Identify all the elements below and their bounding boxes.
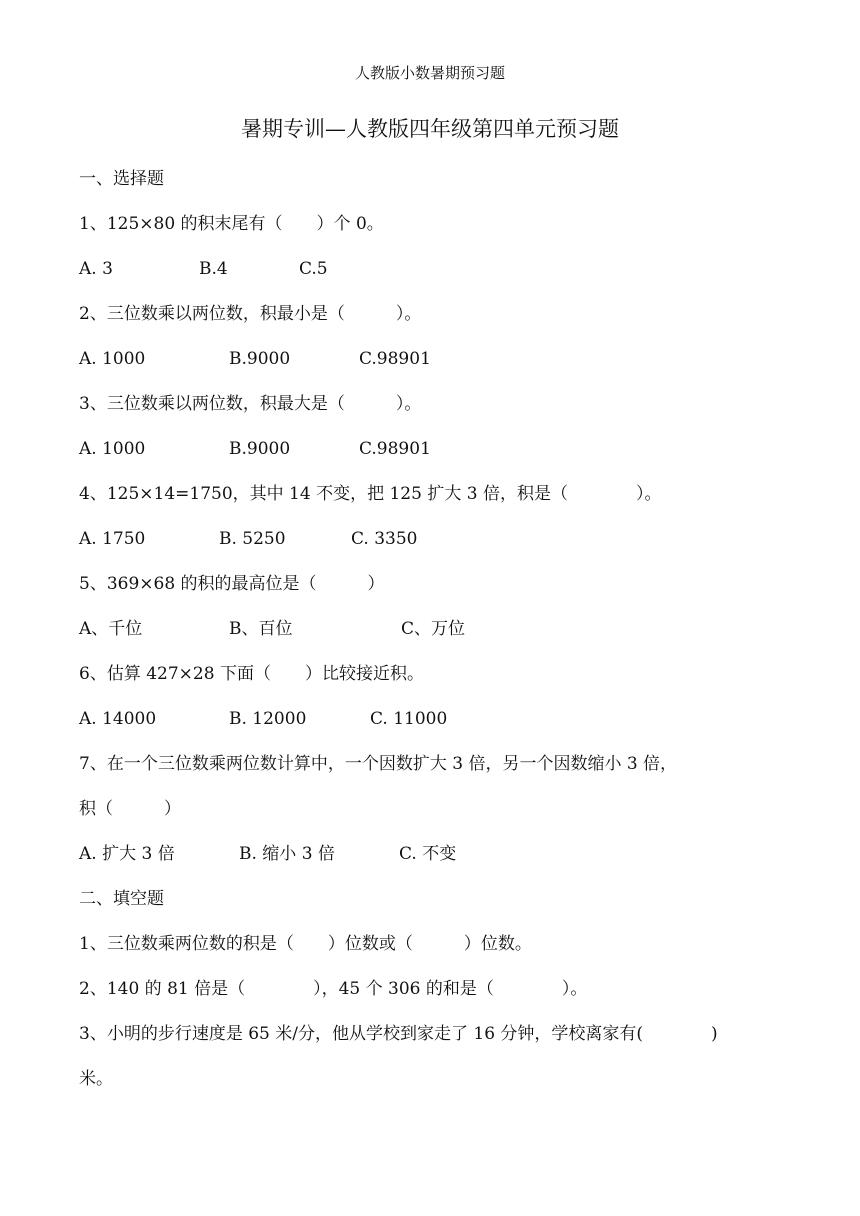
question-7-line-1: 7、在一个三位数乘两位数计算中，一个因数扩大 3 倍，另一个因数缩小 3 倍， [79, 754, 678, 774]
option-b: B.4 [199, 259, 228, 279]
page-title: 暑期专训—人教版四年级第四单元预习题 [241, 117, 619, 141]
option-a: A. 14000 [79, 709, 157, 729]
question-2: 2、三位数乘以两位数，积最小是（ ）。 [79, 304, 422, 324]
option-c: C. 3350 [351, 529, 418, 549]
option-c: C.5 [299, 259, 328, 279]
option-a: A. 3 [79, 259, 113, 279]
fill-question-3-line-1: 3、小明的步行速度是 65 米/分，他从学校到家走了 16 分钟，学校离家有( ) [79, 1024, 718, 1044]
option-b: B. 缩小 3 倍 [239, 844, 335, 864]
section-heading-choice: 一、选择题 [79, 169, 164, 189]
fill-question-3-line-2: 米。 [79, 1069, 113, 1089]
worksheet-content [79, 157, 791, 1102]
question-5: 5、369×68 的积的最高位是（ ） [79, 574, 385, 594]
fill-question-1: 1、三位数乘两位数的积是（ ）位数或（ ）位数。 [79, 934, 532, 954]
option-a: A. 扩大 3 倍 [79, 844, 175, 864]
page-header: 人教版小数暑期预习题 [354, 64, 505, 82]
question-1: 1、125×80 的积末尾有（ ）个 0。 [79, 214, 384, 234]
option-c: C.98901 [359, 439, 431, 459]
option-c: C、万位 [401, 619, 466, 639]
question-7-line-2: 积（ ） [79, 799, 181, 819]
question-4-options [79, 517, 791, 562]
option-b: B. 12000 [229, 709, 307, 729]
option-b: B.9000 [229, 439, 291, 459]
option-c: C.98901 [359, 349, 431, 369]
question-3-options [79, 427, 791, 472]
question-6: 6、估算 427×28 下面（ ）比较接近积。 [79, 664, 424, 684]
fill-question-2: 2、140 的 81 倍是（ ），45 个 306 的和是（ ）。 [79, 979, 588, 999]
question-6-options [79, 697, 791, 742]
question-7-options [79, 832, 791, 877]
option-a: A. 1000 [79, 349, 146, 369]
option-a: A、千位 [79, 619, 143, 639]
option-a: A. 1750 [79, 529, 146, 549]
option-b: B.9000 [229, 349, 291, 369]
question-3: 3、三位数乘以两位数，积最大是（ ）。 [79, 394, 422, 414]
option-a: A. 1000 [79, 439, 146, 459]
question-5-options [79, 607, 791, 652]
option-c: C. 不变 [399, 844, 457, 864]
question-1-options [79, 247, 791, 292]
option-b: B、百位 [229, 619, 293, 639]
option-c: C. 11000 [370, 709, 448, 729]
question-4: 4、125×14=1750，其中 14 不变，把 125 扩大 3 倍，积是（ ）。 [79, 484, 662, 504]
question-2-options [79, 337, 791, 382]
section-heading-fill: 二、填空题 [79, 889, 164, 909]
option-b: B. 5250 [219, 529, 286, 549]
